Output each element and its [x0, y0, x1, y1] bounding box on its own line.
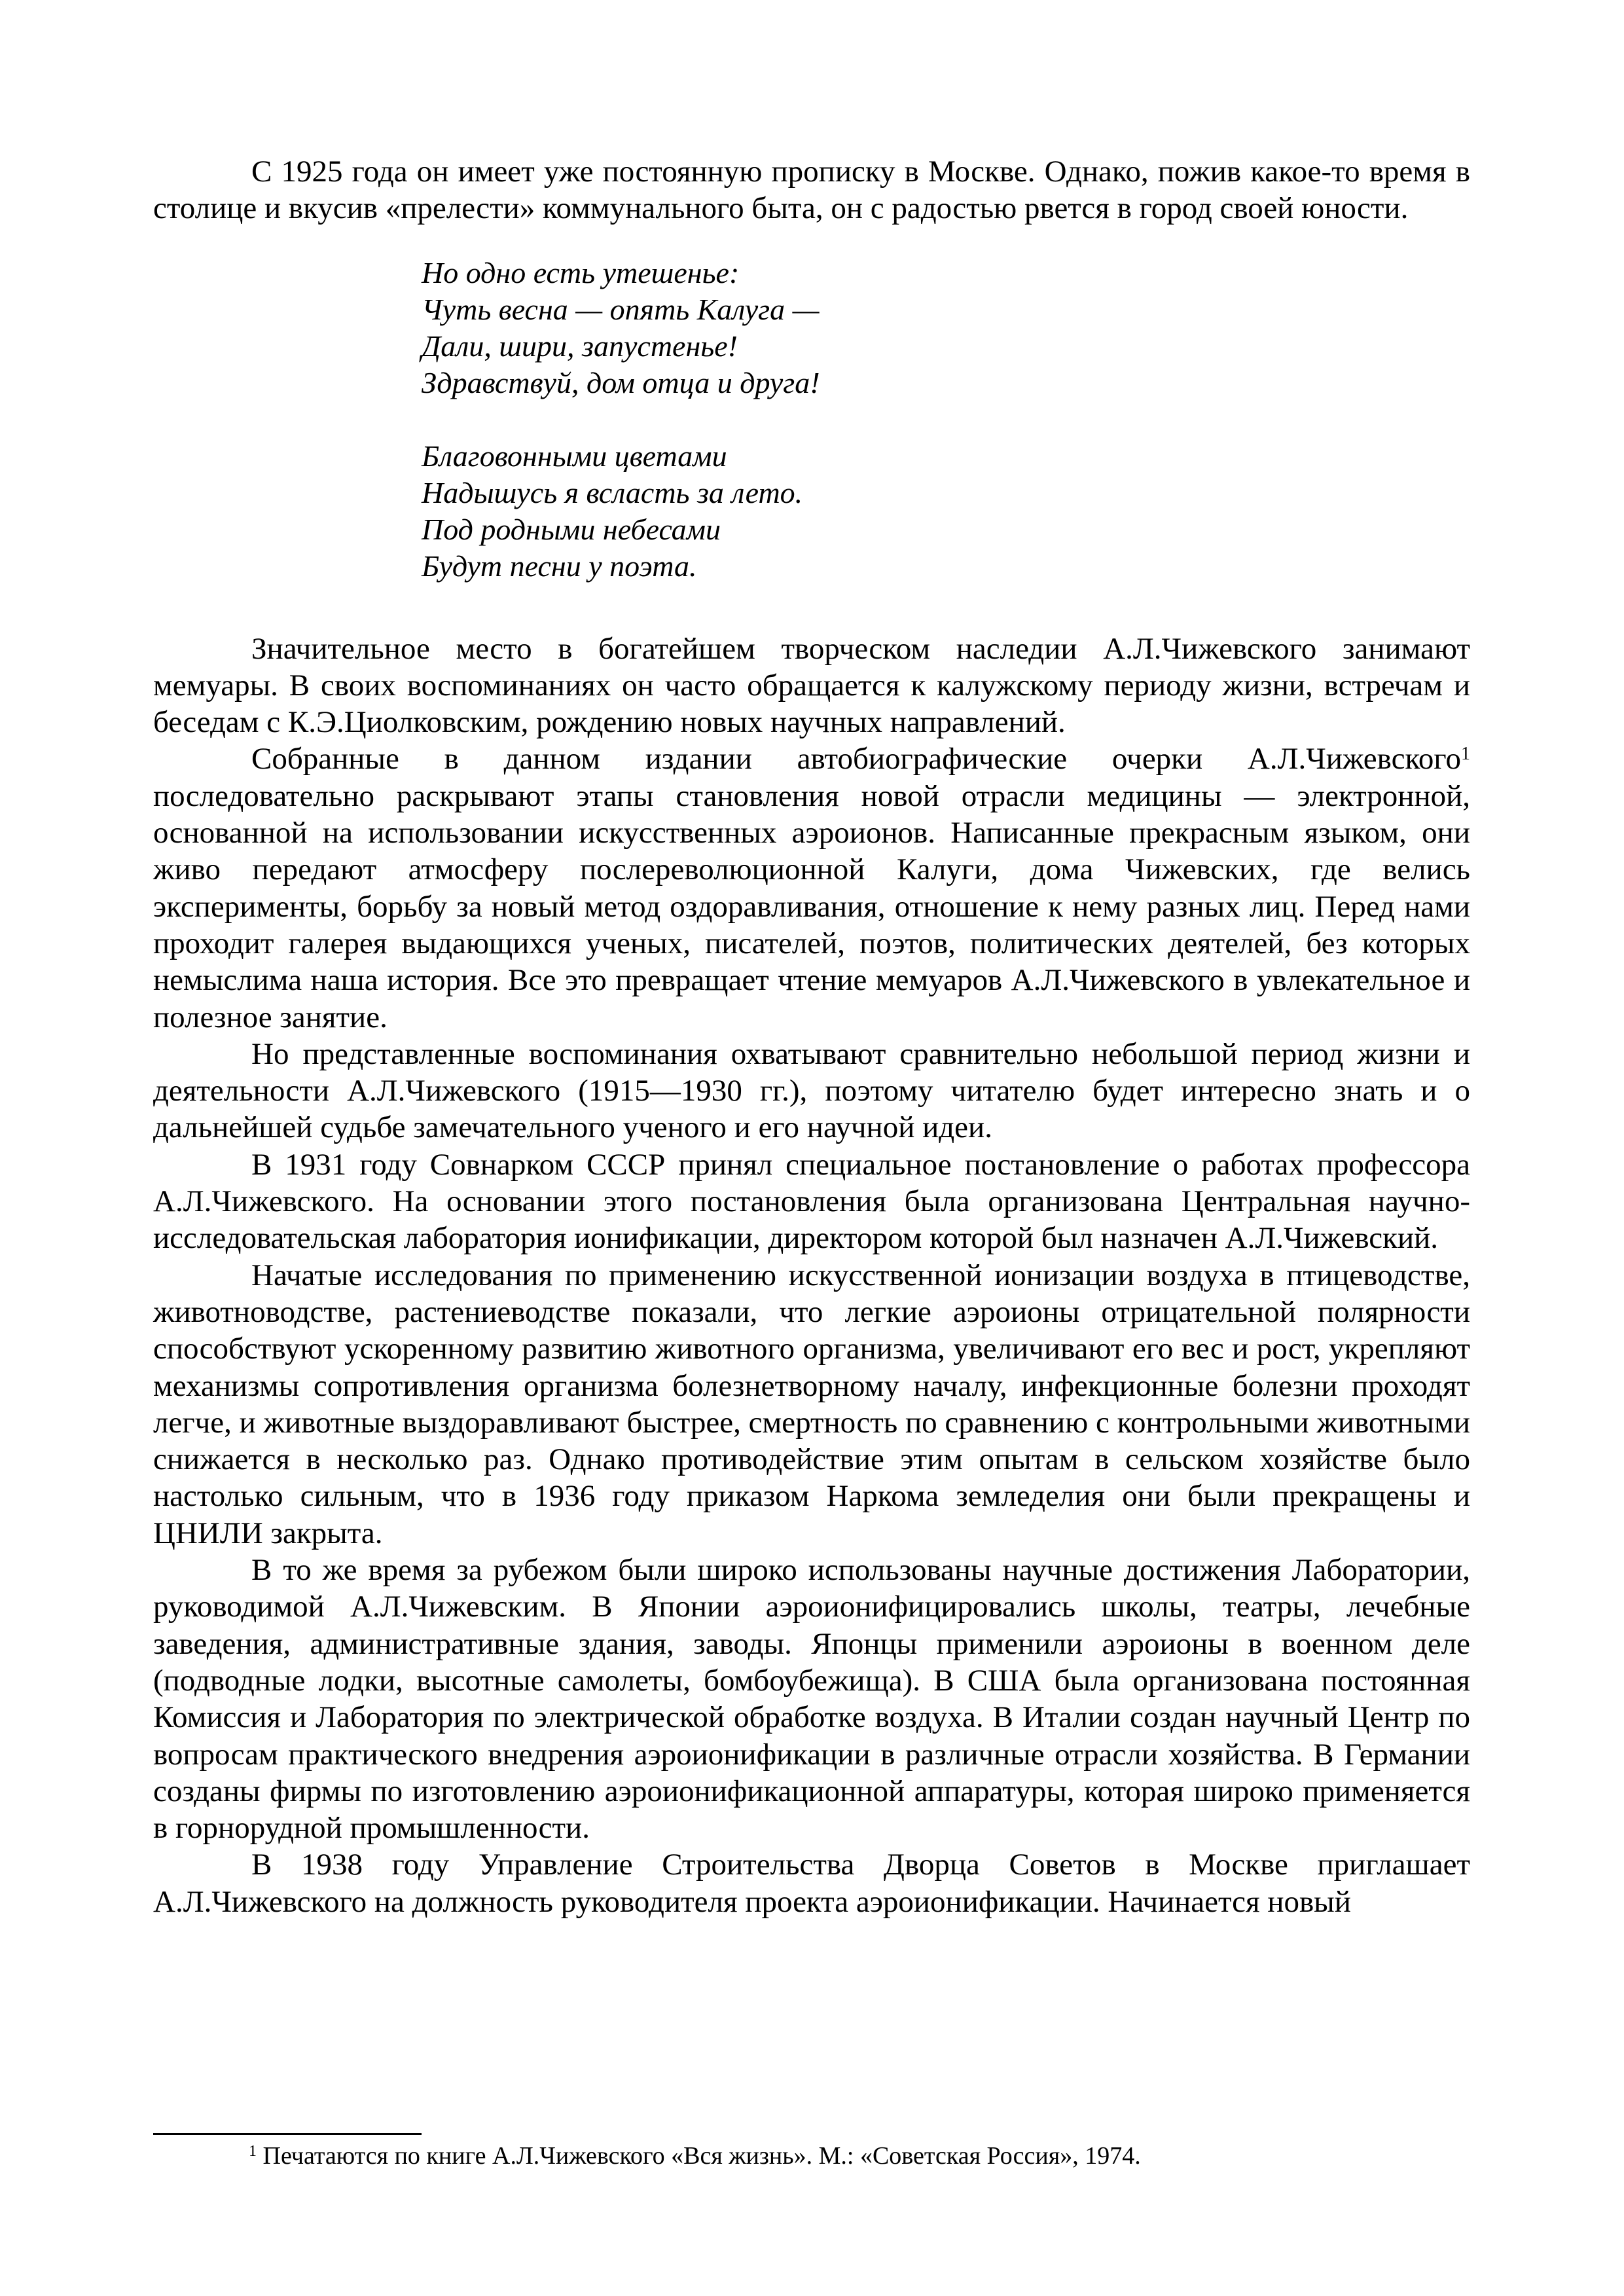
- poem-line: Благовонными цветами: [422, 439, 727, 473]
- footnote-divider: [153, 2133, 422, 2135]
- paragraph-essays: [153, 740, 1470, 1035]
- footnote: [249, 2141, 1141, 2171]
- spacer: [153, 585, 1470, 630]
- poem-line: Здравствуй, дом отца и друга!: [422, 365, 820, 399]
- footnote-reference[interactable]: 1: [1461, 744, 1470, 765]
- paragraph-memoirs: Значительное место в богатейшем творческом наследии А.Л.Чижевского занимают мемуары. В своих воспоминаниях он часто обращается к калужскому периоду жизни, встречам и беседам с К.Э.Циолковским, рождению новых научных направлений.: [153, 631, 1470, 740]
- poem-line: Дали, шири, запустенье!: [422, 329, 738, 363]
- footnote-text: Печатаются по книге А.Л.Чижевского «Вся жизнь». М.: «Советская Россия», 1974.: [257, 2142, 1141, 2170]
- poem-line: Под родными небесами: [422, 512, 721, 546]
- paragraph-abroad: В то же время за рубежом были широко использованы научные достижения Лаборатории, руководимой А.Л.Чижевским. В Японии аэроионифицировались школы, театры, лечебные заведения, административные здания, заводы. Японцы применили аэроионы в военном деле (подводные лодки, высотные самолеты, бомбоубежища). В США была организована постоянная Комиссия и Лаборатория по электрической обработке воздуха. В Италии создан научный Центр по вопросам практического внедрения аэроионификации в различные отрасли хозяйства. В Германии созданы фирмы по изготовлению аэроионификационной аппаратуры, которая широко применяется в горнорудной промышленности.: [153, 1553, 1470, 1846]
- paragraph-period: Но представленные воспоминания охватывают сравнительно небольшой период жизни и деятельности А.Л.Чижевского (1915—1930 гг.), поэтому читателю будет интересно знать и о дальнейшей судьбе замечательного ученого и его научной идеи.: [153, 1036, 1470, 1145]
- footnote-mark: 1: [249, 2143, 257, 2160]
- poem-line: Надышусь я всласть за лето.: [422, 475, 803, 509]
- poem-line: Будут песни у поэта.: [422, 549, 697, 583]
- stanza-gap: [422, 401, 1470, 438]
- paragraph-1938: В 1938 году Управление Строительства Дворца Советов в Москве приглашает А.Л.Чижевского на должность руководителя проекта аэроионификации. Начинается новый: [153, 1848, 1470, 1919]
- poem-line: Но одно есть утешенье:: [422, 255, 740, 289]
- poem-line: Чуть весна — опять Калуга —: [422, 292, 820, 326]
- poem: [422, 255, 1470, 585]
- paragraph-essays-start: Собранные в данном издании автобиографические очерки А.Л.Чижевского: [251, 742, 1461, 776]
- paragraph-essays-rest: последовательно раскрывают этапы становления новой отрасли медицины — электронной, основанной на использовании искусственных аэроионов. Написанные прекрасным языком, они живо передают атмосферу послереволюционной Калуги, дома Чижевских, где велись эксперименты, борьбу за новый метод оздоравливания, отношение к нему разных лиц. Перед нами проходит галерея выдающихся ученых, писателей, поэтов, политических деятелей, без которых немыслима наша история. Все это превращает чтение мемуаров А.Л.Чижевского в увлекательное и полезное занятие.: [153, 778, 1470, 1034]
- paragraph-research: Начатые исследования по применению искусственной ионизации воздуха в птицеводстве, животноводстве, растениеводстве показали, что легкие аэроионы отрицательной полярности способствуют ускоренному развитию животного организма, увеличивают его вес и рост, укрепляют механизмы сопротивления организма болезнетворному началу, инфекционные болезни проходят легче, и животные выздоравливают быстрее, смертность по сравнению с контрольными животными снижается в несколько раз. Однако противодействие этим опытам в сельском хозяйстве было настолько сильным, что в 1936 году приказом Наркома земледелия они были прекращены и ЦНИЛИ закрыта.: [153, 1258, 1470, 1550]
- main-text-block: [153, 153, 1470, 1920]
- paragraph-1931: В 1931 году Совнарком СССР принял специальное постановление о работах профессора А.Л.Чижевского. На основании этого постановления была организована Центральная научно-исследовательская лаборатория ионификации, директором которой был назначен А.Л.Чижевский.: [153, 1147, 1470, 1256]
- intro-paragraph: С 1925 года он имеет уже постоянную прописку в Москве. Однако, пожив какое-то время в столице и вкусив «прелести» коммунального быта, он с радостью рвется в город своей юности.: [153, 155, 1470, 226]
